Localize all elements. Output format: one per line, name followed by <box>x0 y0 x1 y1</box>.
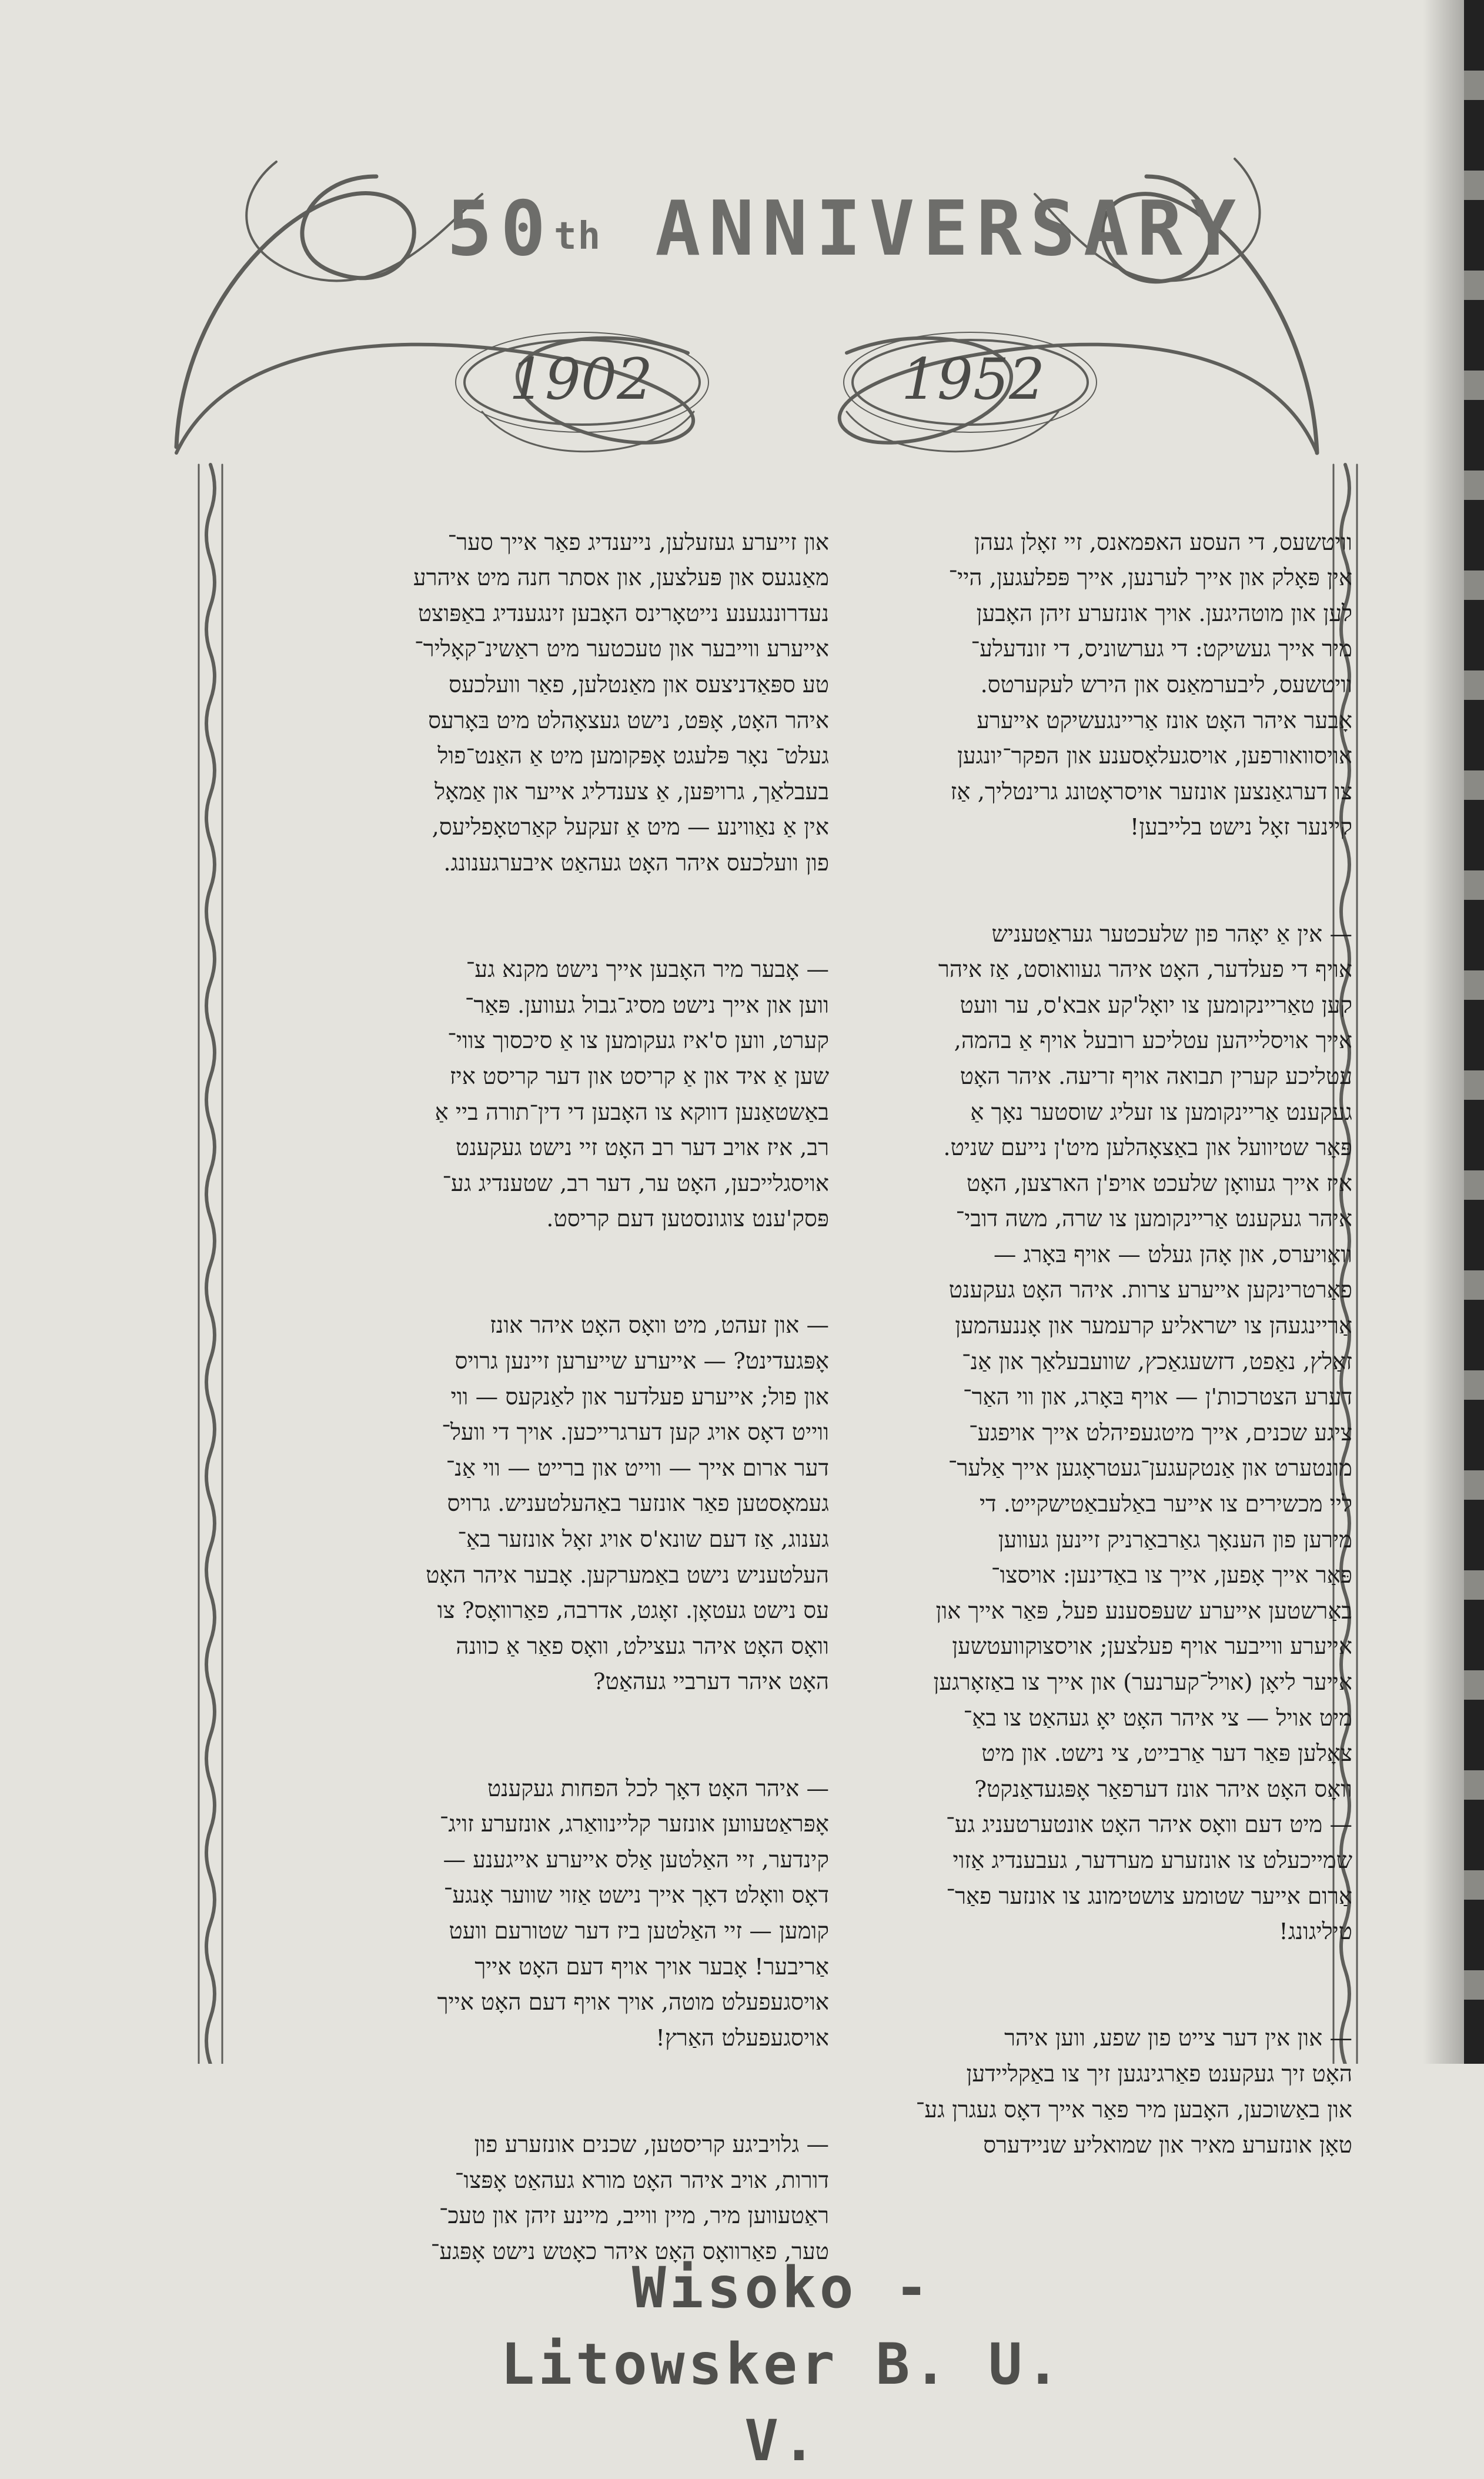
paragraph: — אָבער מיר האָבען אייך נישט מקנא גע־ ווען און אייך נישט מסיג־גבול געווען. פּאַר־ קערט, ווען ס'איז געקומען צו אַ סיכסוך צווי־ שען אַ איד און אַ קריסט און דער קריסט איז באַשטאַנען דווקא צו האָבען די דין־תורה ביי אַ רב, איז אויב דער רב האָט זיי נישט געקענט אויסגלייכען, האָט ער, דער רב, שטענדיג גע־ פּסק'ענט צוגונסטען דעם קריסט. <box>434 956 829 1233</box>
year-start: 1902 <box>509 346 653 412</box>
anniversary-title <box>447 176 1244 282</box>
paragraph: — גלויביגע קריסטען, שכנים אונזערע פון דורות, אויב איהר האָט מורא געהאַט אָפּצו־ ראַטעווען מיר, מיין ווייב, מיינע זיהן און טעכ־ טער, פאַרוואָס האָט איהר כאָטש נישט אָפּגע־ <box>430 2131 829 2265</box>
title-number: 50 <box>447 185 554 273</box>
paragraph: — אין אַ יאָהר פון שלעכטער געראַטעניש אויף די פעלדער, האָט איהר געוואוסט, אַז איהר קען טאַריינקומען צו יואָל'קע אבא'ס, ער וועט אייך אויסלייהען עטליכע רובעל אויף אַ בהמה, עטליכע קערין תבואה אויף זריעה. איהר האָט געקענט אַריינקומען צו זעליג שוסטער נאָך אַ פּאָר שטיוועל און באַצאָהלען מיט'ן נייעם שניט. איז אייך געוואָן שלעכט אויפ'ן הארצען, האָט איהר געקענט אַריינקומען צו שרה, משה דובי־ וואָויערס, און אָהן געלט — אויף בּאָרג — פאַרטרינקען אייערע צרות. איהר האָט געקענט אַריינגעהן צו ישראליע קרעמער און אָננעהמען זאַלץ, נאַפט, דזשעגאַכץ, שוועבעלאַך און אַנ־ דערע הצטרכות'ן — אויף בּאָרג, און ווי האַר־ ציגע שכנים, אייך מיטגעפיהלט אייך אויפגע־ מונטערט און אַנטקעגען־געטראָגען אייך אַלער־ ליי מכשירים צו אייער באַלעבאַטישקייט. די מירען פון הענאָך גאַרבאַרניק זיינען געווען פּאַר אייך אָפען, אייך צו באַדינען: אויסצו־ באַרשטען אייערע שעפּסענע פעל, פּאַר אייך און אייערע ווייבער אויף פעלצען; אויסצוקוועטשען אייער ליאָן (אויל־קערנער) און אייך צו באַזאָרגען מיט אויל — צי איהר האָט יאָ געהאַט צו באַ־ צאָלען פּאַר דער אַרבייט, צי נישט. און מיט וואָס האָט איהר אונז דערפאַר אָפּגעדאַנקט? — מיט דעם וואָס איהר האָט אונטערטעניג גע־ שמייכעלט צו אונזערע מערדער, געבענדיג אַזוי אַרום אייער שטומע צושטימונג צו אונזער פאַר־ טיליגונג! <box>933 920 1352 1946</box>
text-column-left <box>325 489 829 2265</box>
title-word: ANNIVERSARY <box>655 185 1244 273</box>
paragraph: — און זעהט, מיט וואָס האָט איהר אונז אָפּגעדינט? — אייערע שייערען זיינען גרויס און פול; אייערע פעלדער און לאַנקעס — ווי ווייט דאָס אויג קען דערגרייכען. אויך די וועל־ דער ארום אייך — ווייט און ברייט — ווי אַנ־ געמאָסטען פאַר אונזער באַהעלטעניש. גרויס גענוג, אַז דעם שונא'ס אויג זאָל אונזער באַ־ העלטעניש נישט באַמערקען. אָבער איהר האָט עס נישט געטאָן. זאָגט, אדרבה, פאַרוואָס? צו וואָס האָט איהר געצילט, וואָס פאַר אַ כוונה האָט איהר דערביי געהאַט? <box>426 1312 829 1696</box>
paragraph: וויטשעס, די העסע האפמאנס, זיי זאָלן געהן אין פּאָלק און אייך לערנען, אייך פּפלעגען, היי־ לען און מוטהיגען. אויך אונזערע זיהן האָבען מיר אייך געשיקט: די גערשוניס, די זונדעלע־ וויטשעס, ליבערמאַנס און הירש לעקערטס. אָבער איהר האָט אונז אַריינגעשיקט אייערע אויסוואורפען, אויסגעלאָסענע און הפקר־יונגען צו דערגאַנצען אונזער אויסראָטונג גרינטליך, אַז קיינער זאָל נישט בלייבען! <box>948 529 1352 841</box>
paragraph: — און אין דער צייט פון שפע, ווען איהר האָט זיך געקענט פאַרגינגען זיך צו באַקליידען און באַשוכען, האָבען מיר פאַר אייך דאָס געגרן גע־ טאָן אונזערע מאיר און שמואליע שניידערס <box>915 2025 1352 2159</box>
society-name-footer: Wisoko - Litowsker B. U. V. <box>500 2255 1064 2474</box>
year-end: 1952 <box>901 346 1045 412</box>
text-column-right <box>828 489 1352 2159</box>
paragraph: — איהר האָט דאָך לכל הפחות געקענט אָפּראַטעווען אונזער קליינוואַרג, אונזערע זויג־ קינדער, זיי האַלטען אַלס אייערע אייגענע — דאָס וואָלט דאָך אייך נישט אַזוי שווער אָנגע־ קומען — זיי האַלטען ביז דער שטורעם וועט אַריבער! אָבער אויך אויף דעם האָט אייך אויסגעפעלט מוטה, אויך אויף דעם האָט אייך אויסגעפעלט האַרץ! <box>437 1775 829 2051</box>
title-ordinal: th <box>554 215 602 258</box>
paragraph: און זייערע געזעלען, נייענדיג פאַר אייך סער־ מאַנגעס און פּעלצען, און אסתר חנה מיט איהרע נעדרוננגענע נייטאָרינס האָבען זינגענדיג באַפּוצט אייערע ווייבער און טעכטער מיט ראַשינ־קאָליר־ טע ספּאַדניצעס און מאַנטלען, פאַר וועלכעס איהר האָט, אָפּט, נישט געצאָהלט מיט בּאָרעס געלט־ נאָר פּלעגט אָפּקומען מיט אַ האַנט־פול בעבלאַך, גרויפּען, אַ צענדליג אייער און אַמאָל אין אַ נאַווינע — מיט אַ זעקעל קאַרטאָפליעס, פון וועלכעס איהר האָט געהאַט איבערגענונג. <box>413 529 829 876</box>
